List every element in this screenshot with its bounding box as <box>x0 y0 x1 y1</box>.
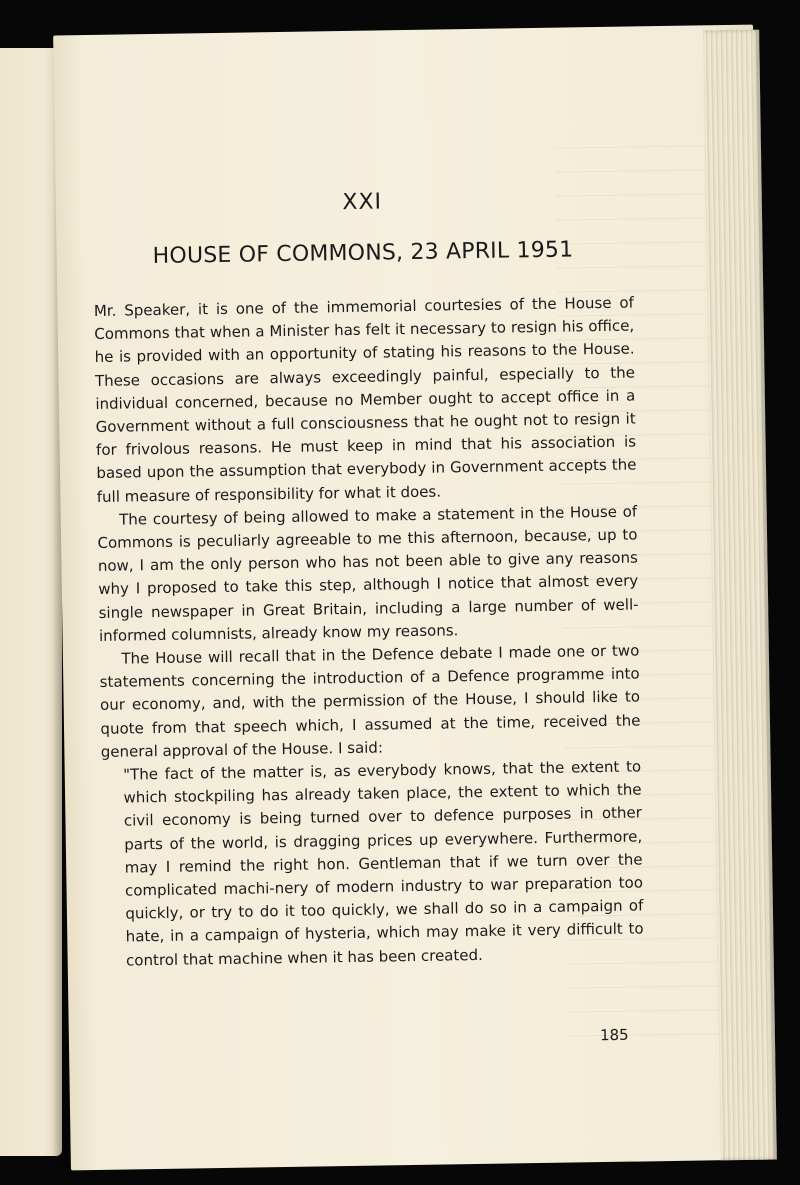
chapter-title: HOUSE OF COMMONS, 23 APRIL 1951 <box>152 237 574 270</box>
paragraph-3: The House will recall that in the Defence debate I made one or two statements concerning the introduction of a Defence programme into our economy, and, with the permission of the House, I should like to quote from that speech which, I assumed at the time, received the general approval of the House. I said: <box>99 641 641 761</box>
paragraph-2: The courtesy of being allowed to make a statement in the House of Commons is peculiarly agreeable to me this afternoon, because, up to now, I am the only person who has not been able to give any reasons why I proposed to take this step, although I notice that almost every single newspaper in Great Britain, including a large number of well-informed columnists, already know my reasons. <box>97 502 639 645</box>
page-text <box>92 182 644 973</box>
page-number: 185 <box>599 1025 629 1045</box>
chapter-number: XXI <box>342 189 383 216</box>
quotation: "The fact of the matter is, as everybody knows, that the extent to which stockpiling has already taken place, the extent to which the civil economy is being turned over to defence purposes in other parts of the world, is dragging prices up everywhere. Furthermore, may I remind the right hon. Gentleman that if we turn over the complicated machi-nery of modern industry to war preparation too quickly, or try to do it too quickly, we shall do so in a campaign of hate, in a campaign of hysteria, which may make it very difficult to control that machine when it has been created. <box>123 757 644 970</box>
paragraph-1: Mr. Speaker, it is one of the immemorial courtesies of the House of Commons that when a Minister has felt it necessary to resign his office, he is provided with an opportunity of stating his reasons to the House. These occasions are always exceedingly painful, especially to the individual concerned, because no Member ought to accept office in a Government without a full consciousness that he ought not to resign it for frivolous reasons. He must keep in mind that his association is based upon the assumption that everybody in Government accepts the full measure of responsibility for what it does. <box>93 293 637 506</box>
